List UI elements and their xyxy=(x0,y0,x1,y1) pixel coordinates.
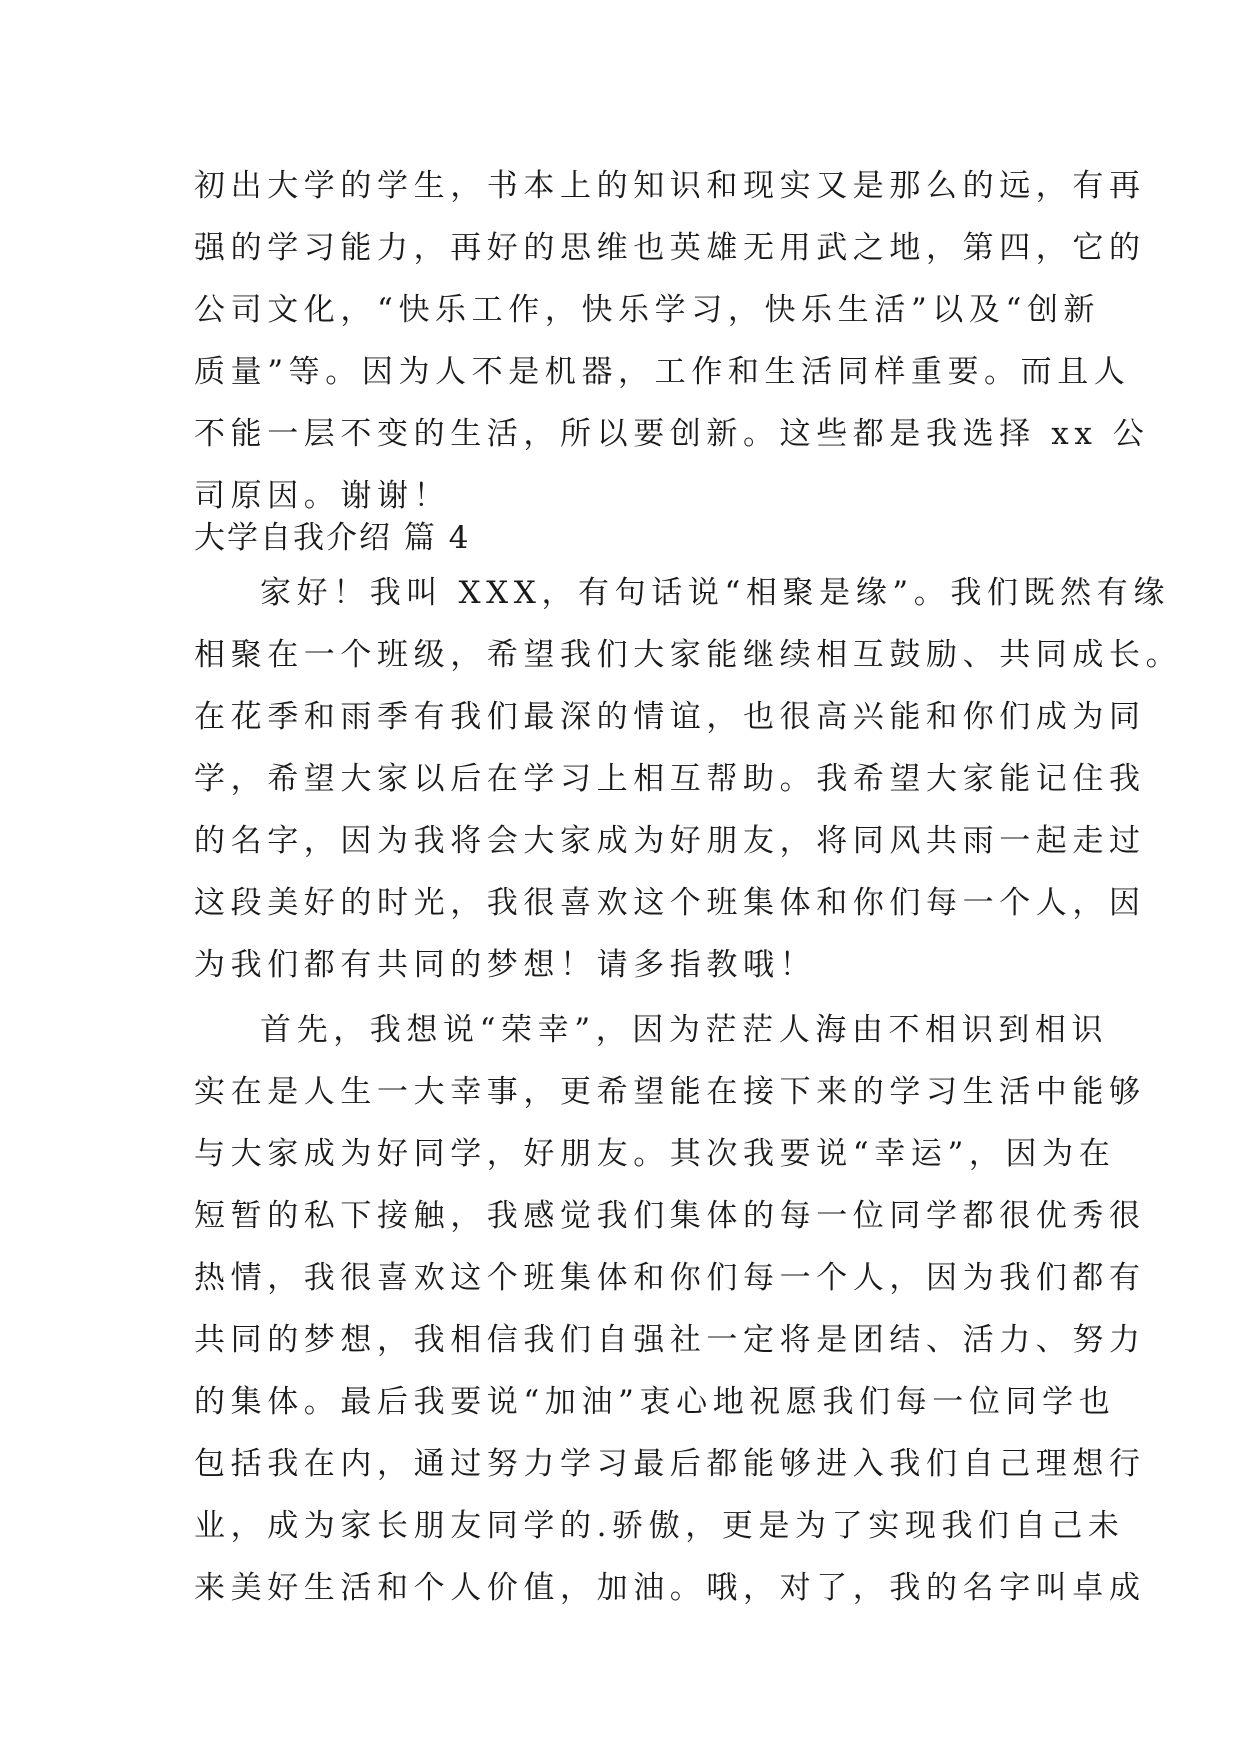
text-line: 公司文化，“快乐工作，快乐学习，快乐生活”以及“创新 xyxy=(194,292,1101,328)
text-line: 包括我在内，通过努力学习最后都能够进入我们自己理想行 xyxy=(194,1446,1146,1482)
text-line: 实在是人生一大幸事，更希望能在接下来的学习生活中能够 xyxy=(194,1074,1146,1110)
text-line: 的名字，因为我将会大家成为好朋友，将同风共雨一起走过 xyxy=(194,823,1146,859)
text-line: 这段美好的时光，我很喜欢这个班集体和你们每一个人，因 xyxy=(194,885,1146,921)
text-line: 与大家成为好同学，好朋友。其次我要说“幸运”，因为在 xyxy=(194,1136,1116,1172)
text-line: 家好！我叫 XXX，有句话说“相聚是缘”。我们既然有缘 xyxy=(260,575,1170,611)
text-line: 质量”等。因为人不是机器，工作和生活同样重要。而且人 xyxy=(194,354,1131,390)
text-line: 热情，我很喜欢这个班集体和你们每一个人，因为我们都有 xyxy=(194,1260,1146,1296)
text-line: 学，希望大家以后在学习上相互帮助。我希望大家能记住我 xyxy=(194,761,1146,797)
text-line: 共同的梦想，我相信我们自强社一定将是团结、活力、努力 xyxy=(194,1322,1146,1358)
text-line: 强的学习能力，再好的思维也英雄无用武之地，第四，它的 xyxy=(194,230,1146,266)
text-line: 不能一层不变的生活，所以要创新。这些都是我选择 xx 公 xyxy=(194,416,1150,452)
text-line: 相聚在一个班级，希望我们大家能继续相互鼓励、共同成长。 xyxy=(194,637,1183,673)
text-line: 为我们都有共同的梦想！请多指教哦！ xyxy=(194,947,817,983)
text-line: 的集体。最后我要说“加油”衷心地祝愿我们每一位同学也 xyxy=(194,1384,1116,1420)
section-heading: 大学自我介绍 篇 4 xyxy=(194,520,471,556)
text-line: 在花季和雨季有我们最深的情谊，也很高兴能和你们成为同 xyxy=(194,699,1146,735)
text-line: 初出大学的学生，书本上的知识和现实又是那么的远，有再 xyxy=(194,168,1146,204)
text-line: 司原因。谢谢！ xyxy=(194,478,451,514)
text-line: 首先，我想说“荣幸”，因为茫茫人海由不相识到相识 xyxy=(260,1012,1109,1048)
text-line: 业，成为家长朋友同学的.骄傲，更是为了实现我们自己未 xyxy=(194,1508,1125,1544)
text-line: 来美好生活和个人价值，加油。哦，对了，我的名字叫卓成 xyxy=(194,1570,1146,1606)
text-line: 短暂的私下接触，我感觉我们集体的每一位同学都很优秀很 xyxy=(194,1198,1146,1234)
